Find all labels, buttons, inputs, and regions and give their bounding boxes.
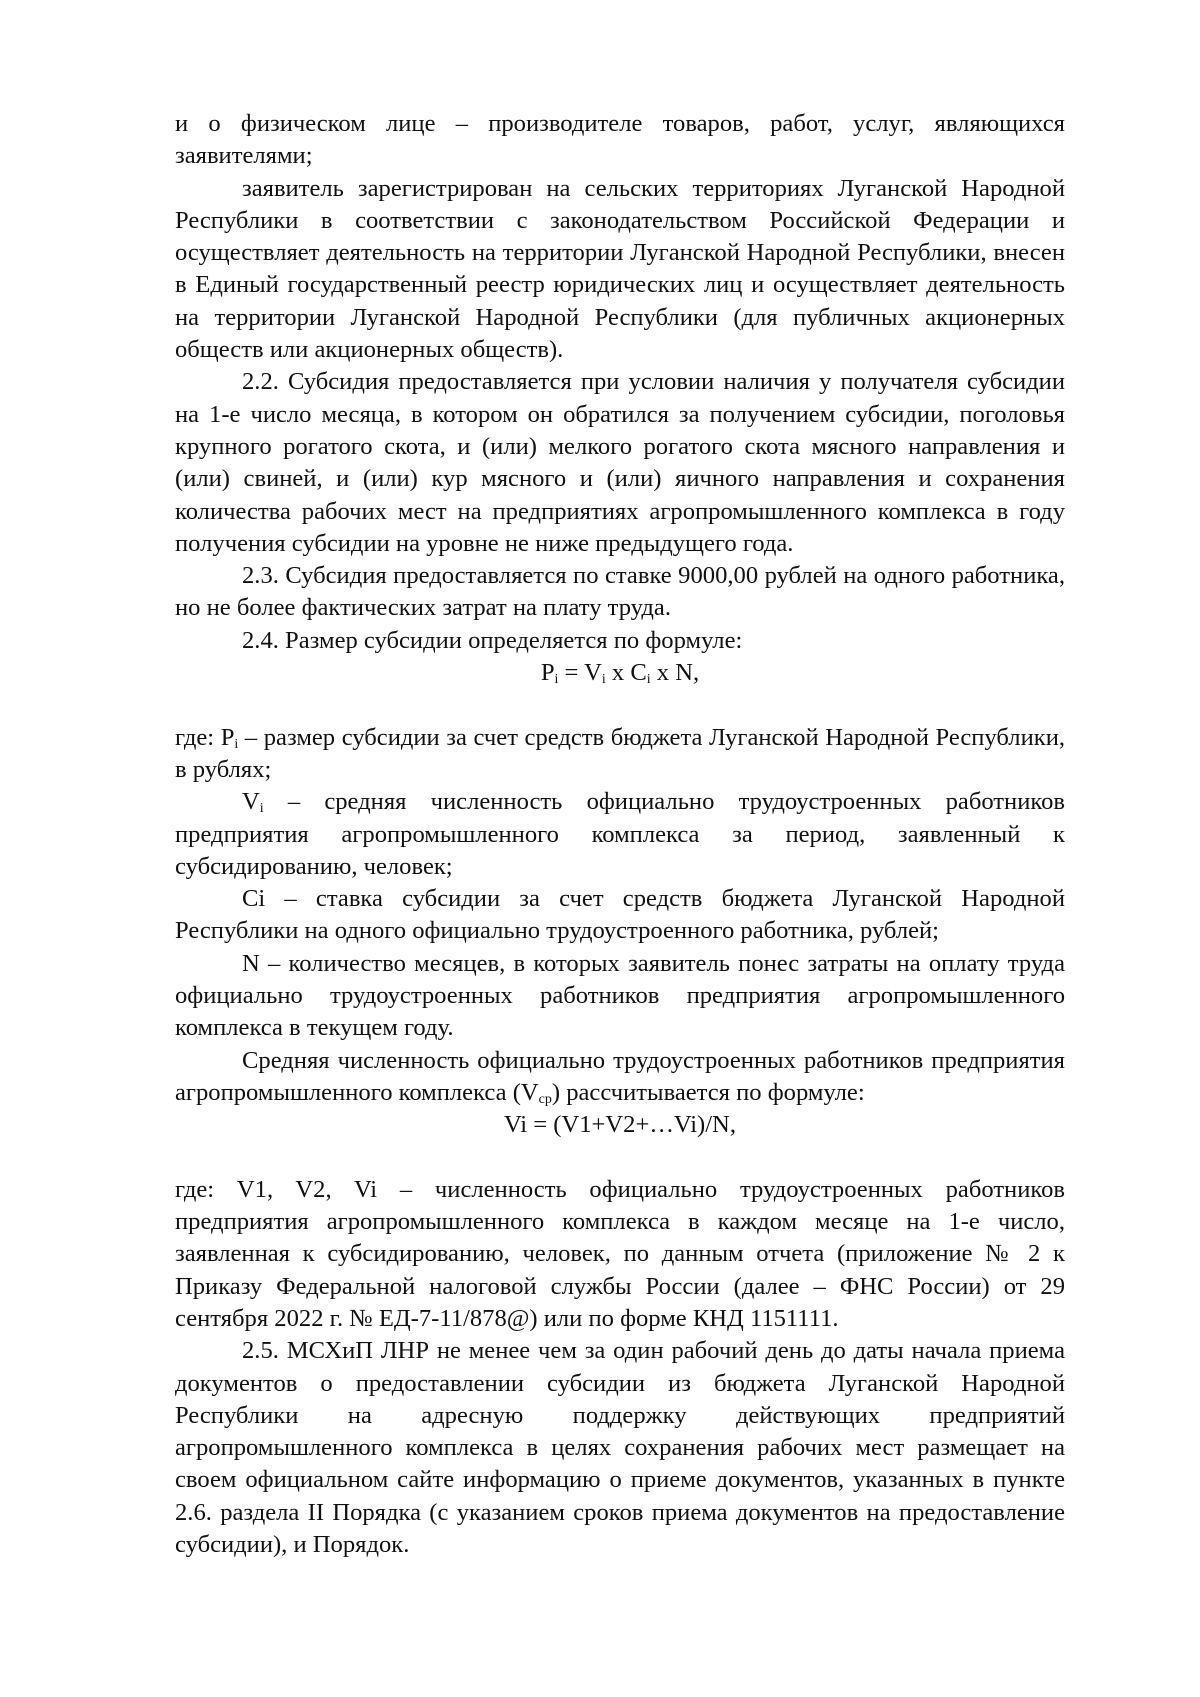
definition-p-subscript: i xyxy=(234,736,239,752)
blank-line xyxy=(175,689,1065,721)
average-headcount-subscript: ср xyxy=(538,1091,552,1107)
paragraph-average-headcount xyxy=(175,1045,1065,1110)
blank-line xyxy=(175,1142,1065,1174)
formula-p: P xyxy=(540,659,555,687)
document-body xyxy=(175,108,1065,1561)
definition-v1-v2-vi: где: V1, V2, Vi – численность официально трудоустроенных работников предприятия агропромышленного комплекса в каждом месяце на 1-е число, заявленная к субсидированию, человек, по данным отчета (приложение № 2 к Приказу Федеральной налоговой службы России (далее – ФНС России) от 29 сентября 2022 г. № ЕД-7-11/878@) или по форме КНД 1151111. xyxy=(175,1175,1065,1332)
paragraph-individual-producer: и о физическом лице – производителе товаров, работ, услуг, являющихся заявителями; xyxy=(175,110,1065,170)
formula-subscript-i: i xyxy=(601,672,606,688)
paragraph-applicant-registration: заявитель зарегистрирован на сельских территориях Луганской Народной Республики в соответствии с законодательством Российской Федерации и осуществляет деятельность на территории Луганской Народной Республики, внесен в Единый государственный реестр юридических лиц и осуществляет деятельность на территории Луганской Народной Республики (для публичных акционерных обществ или акционерных обществ). xyxy=(175,174,1065,364)
average-headcount-text: Средняя численность официально трудоустроенных работников предприятия агропромышленного комплекса (V xyxy=(175,1046,1065,1106)
definition-p-symbol: где: P xyxy=(175,723,235,751)
formula-eq-v: = V xyxy=(558,659,602,687)
average-headcount-text-end: ) рассчитывается по формуле: xyxy=(551,1078,865,1106)
paragraph-2-2: 2.2. Субсидия предоставляется при условии наличия у получателя субсидии на 1-е число месяца, в котором он обратился за получением субсидии, поголовья крупного рогатого скота, и (или) мелкого рогатого скота мясного направления и (или) свиней, и (или) кур мясного и (или) яичного направления и сохранения количества рабочих мест на предприятиях агропромышленного комплекса в году получения субсидии на уровне не ниже предыдущего года. xyxy=(175,368,1065,557)
definition-p xyxy=(175,722,1065,787)
definition-v-subscript: i xyxy=(259,801,264,817)
definition-c: Ci – ставка субсидии за счет средств бюджета Луганской Народной Республики на одного официально трудоустроенного работника, рублей; xyxy=(175,885,1065,945)
formula-subscript-i: i xyxy=(646,672,651,688)
definition-n: N – количество месяцев, в которых заявитель понес затраты на оплату труда официально трудоустроенных работников предприятия агропромышленного комплекса в текущем году. xyxy=(175,949,1065,1042)
definition-v-text: – средняя численность официально трудоустроенных работников предприятия агропромышленного комплекса за период, заявленный к субсидированию, человек; xyxy=(175,788,1065,880)
definition-v xyxy=(175,786,1065,883)
paragraph-2-5: 2.5. МСХиП ЛНР не менее чем за один рабочий день до даты начала приема документов о предоставлении субсидии из бюджета Луганской Народной Республики на адресную поддержку действующих предприятий агропромышленного комплекса в целях сохранения рабочих мест размещает на своем официальном сайте информацию о приеме документов, указанных в пункте 2.6. раздела II Порядка (с указанием сроков приема документов на предоставление субсидии), и Порядок. xyxy=(175,1337,1065,1559)
paragraph-2-4: 2.4. Размер субсидии определяется по формуле: xyxy=(242,626,743,654)
formula-subsidy-size xyxy=(175,657,1065,689)
definition-v-symbol: V xyxy=(242,788,260,816)
definition-p-text: – размер субсидии за счет средств бюджета Луганской Народной Республики, в рублях; xyxy=(175,723,1065,783)
paragraph-2-3: 2.3. Субсидия предоставляется по ставке 9000,00 рублей на одного работника, но не более фактических затрат на плату труда. xyxy=(175,562,1065,622)
formula-times-n: x N, xyxy=(650,659,700,687)
formula-times-c: x C xyxy=(605,659,647,687)
formula-subscript-i: i xyxy=(554,672,559,688)
formula-average-headcount: Vi = (V1+V2+…Vi)/N, xyxy=(504,1111,736,1139)
